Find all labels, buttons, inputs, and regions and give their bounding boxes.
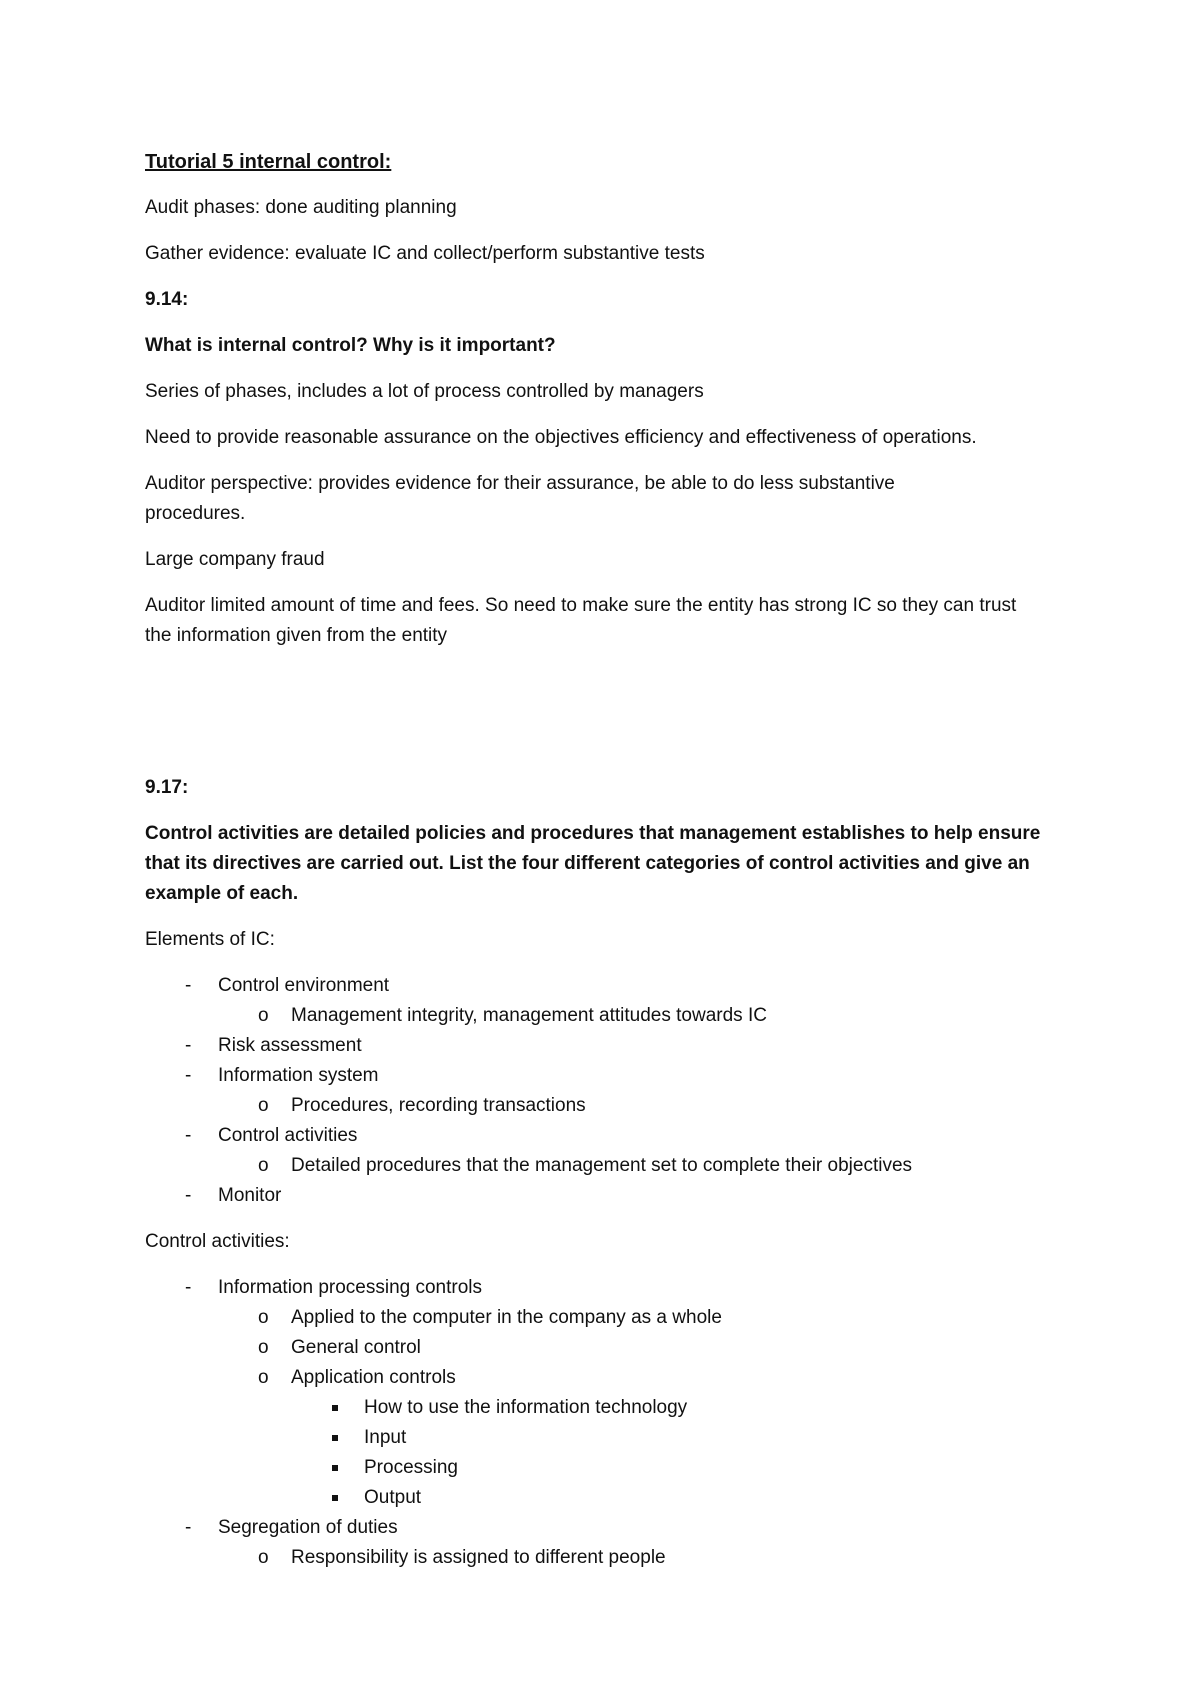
list-item (145, 1273, 1075, 1513)
dash-marker: - (185, 975, 192, 996)
list-item (218, 1091, 1075, 1121)
list-item-label: Procedures, recording transactions (291, 1095, 586, 1116)
dash-marker: - (185, 1065, 192, 1086)
list-item-label: Segregation of duties (218, 1517, 398, 1538)
dash-marker: - (185, 1277, 192, 1298)
elements-heading: Elements of IC: (145, 929, 275, 950)
dash-marker: - (185, 1185, 192, 1206)
answer-paragraph: Large company fraud (145, 549, 325, 570)
list-item (291, 1483, 1075, 1513)
circle-marker: o (258, 1155, 269, 1176)
square-bullet-icon (332, 1405, 338, 1411)
answer-paragraph: Auditor limited amount of time and fees. So need to make sure the entity has strong IC so they can trust the information given from the entity (145, 595, 1017, 646)
circle-marker: o (258, 1005, 269, 1026)
list-item (291, 1423, 1075, 1453)
document-title: Tutorial 5 internal control: (145, 151, 392, 173)
list-item-label: Monitor (218, 1185, 282, 1206)
list-item (218, 1001, 1075, 1031)
list-item-label: Detailed procedures that the management set to complete their objectives (291, 1155, 913, 1176)
circle-marker: o (258, 1367, 269, 1388)
sub-list (218, 1001, 1075, 1031)
list-item (218, 1543, 1075, 1573)
circle-marker: o (258, 1337, 269, 1358)
list-item (218, 1303, 1075, 1333)
document-body (145, 147, 1075, 1589)
list-item (145, 971, 1075, 1031)
list-item (145, 1031, 1075, 1061)
answer-paragraph: Auditor perspective: provides evidence for their assurance, be able to do less substantive procedures. (145, 473, 895, 524)
list-item-label: Processing (364, 1457, 458, 1478)
square-bullet-icon (332, 1465, 338, 1471)
list-item-label: Output (364, 1487, 422, 1508)
list-item (145, 1121, 1075, 1181)
sub-sub-list (291, 1393, 1075, 1513)
list-item (218, 1363, 1075, 1513)
list-item (218, 1333, 1075, 1363)
list-item (145, 1513, 1075, 1573)
dash-marker: - (185, 1517, 192, 1538)
blank-space (145, 667, 1075, 773)
list-item-label: Control environment (218, 975, 390, 996)
activities-list (145, 1273, 1075, 1573)
circle-marker: o (258, 1307, 269, 1328)
elements-list (145, 971, 1075, 1211)
list-item (291, 1393, 1075, 1423)
list-item-label: Input (364, 1427, 407, 1448)
list-item-label: Information system (218, 1065, 379, 1086)
list-item (145, 1061, 1075, 1121)
section-question: Control activities are detailed policies and procedures that management establishes to help ensure that its directives are carried out. List the four different categories of control activities and give an example of each. (145, 823, 1041, 904)
intro-line: Gather evidence: evaluate IC and collect/perform substantive tests (145, 243, 705, 264)
intro-line: Audit phases: done auditing planning (145, 197, 457, 218)
list-item-label: Application controls (291, 1367, 456, 1388)
square-bullet-icon (332, 1435, 338, 1441)
sub-list (218, 1151, 1075, 1181)
sub-list (218, 1091, 1075, 1121)
list-item-label: Information processing controls (218, 1277, 483, 1298)
section-number: 9.14: (145, 289, 189, 310)
list-item-label: Management integrity, management attitudes towards IC (291, 1005, 767, 1026)
list-item (145, 1181, 1075, 1211)
section-question: What is internal control? Why is it important? (145, 335, 556, 356)
circle-marker: o (258, 1547, 269, 1568)
answer-paragraph: Series of phases, includes a lot of process controlled by managers (145, 381, 704, 402)
answer-paragraph: Need to provide reasonable assurance on the objectives efficiency and effectiveness of operations. (145, 427, 977, 448)
list-item (291, 1453, 1075, 1483)
list-item-label: Risk assessment (218, 1035, 362, 1056)
dash-marker: - (185, 1125, 192, 1146)
list-item (218, 1151, 1075, 1181)
list-item-label: Applied to the computer in the company as a whole (291, 1307, 722, 1328)
activities-heading: Control activities: (145, 1231, 290, 1252)
circle-marker: o (258, 1095, 269, 1116)
section-number: 9.17: (145, 777, 189, 798)
square-bullet-icon (332, 1495, 338, 1501)
list-item-label: How to use the information technology (364, 1397, 688, 1418)
dash-marker: - (185, 1035, 192, 1056)
list-item-label: Responsibility is assigned to different people (291, 1547, 666, 1568)
sub-list (218, 1543, 1075, 1573)
list-item-label: General control (291, 1337, 421, 1358)
sub-list (218, 1303, 1075, 1513)
list-item-label: Control activities (218, 1125, 358, 1146)
